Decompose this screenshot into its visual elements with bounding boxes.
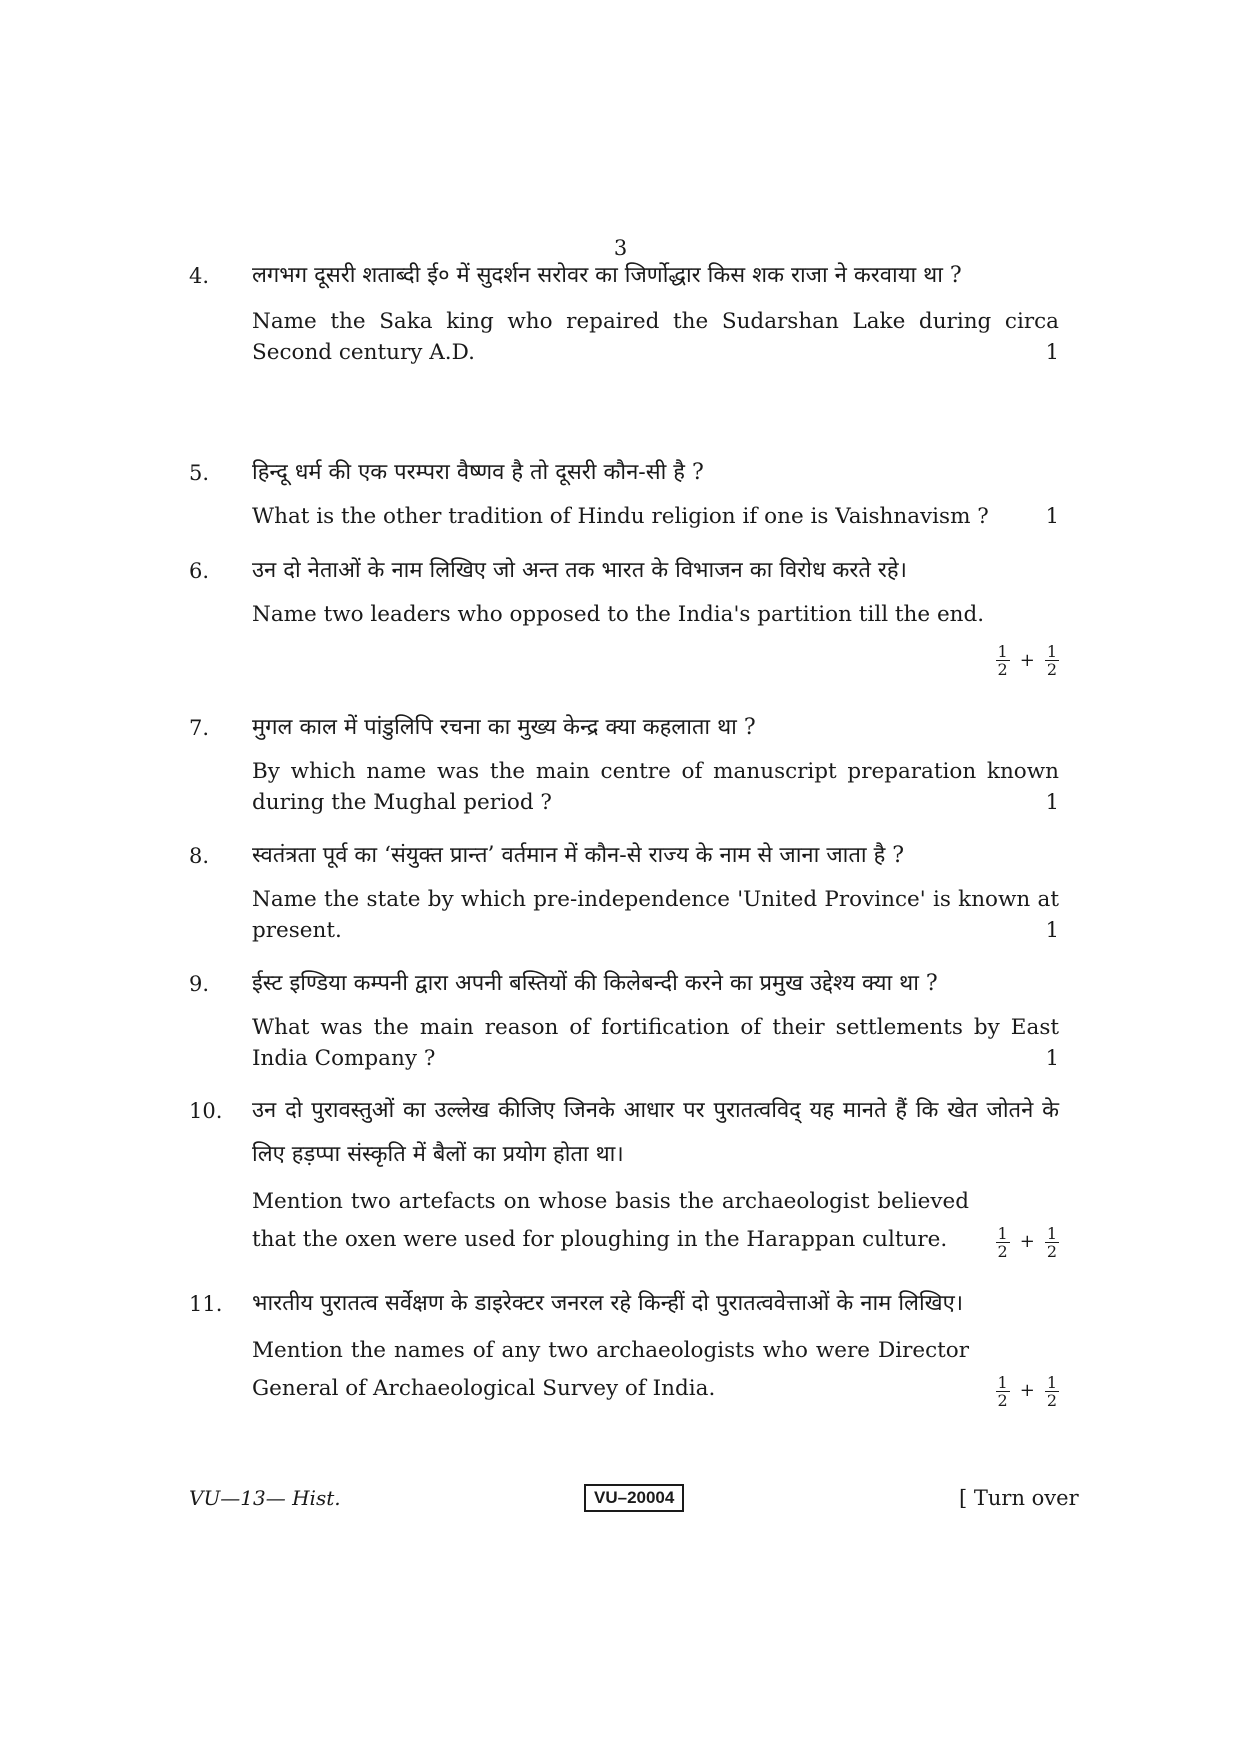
fraction: $\frac{1}{2}$ [1046,642,1057,679]
question-hindi: भारतीय पुरातत्व सर्वेक्षण के डाइरेक्टर जनरल रहे किन्हीं दो पुरातत्ववेत्ताओं के नाम लिखिए। [252,1291,964,1316]
question-number: 5. [189,461,210,485]
question-english: Mention two artefacts on whose basis the archaeologist believed that the oxen were used for ploughing in the Harappan culture. $\frac{1}{2}$ + $\frac{1}{2}$ [252,1189,1057,1261]
marks: $\frac{1}{2}$ + $\frac{1}{2}$ [997,1223,1057,1261]
paper-code-box: VU–20004 [584,1484,684,1512]
marks: 1 [1045,918,1059,942]
fraction: $\frac{1}{2}$ [997,1372,1008,1410]
question-4 [189,254,1059,368]
question-hindi: उन दो नेताओं के नाम लिखिए जो अन्त तक भारत के विभाजन का विरोध करते रहे। [252,558,907,583]
marks: 1 [1045,504,1059,528]
marks: 1 [1045,790,1059,814]
question-9 [189,962,1059,1074]
question-number: 10. [189,1099,223,1123]
question-hindi: स्वतंत्रता पूर्व का ‘संयुक्त प्रान्त’ वर्तमान में कौन-से राज्य के नाम से जाना जाता है ? [252,843,905,868]
question-english: Name two leaders who opposed to the India's partition till the end. [252,602,985,627]
question-11 [189,1282,1059,1408]
question-5 [189,451,1059,532]
question-number: 11. [189,1292,223,1316]
marks: 1 [1045,1046,1059,1070]
question-6 [189,549,1059,678]
fraction: $\frac{1}{2}$ [997,1223,1008,1261]
question-hindi: हिन्दू धर्म की एक परम्परा वैष्णव है तो दूसरी कौन-सी है ? [252,460,704,485]
question-english: Name the Saka king who repaired the Sudarshan Lake during circa Second century A.D. 1 [252,306,1059,368]
fraction: $\frac{1}{2}$ [1046,1223,1057,1261]
question-number: 4. [189,264,210,288]
footer-paper-ref: VU—13— Hist. [189,1486,341,1510]
question-number: 9. [189,972,210,996]
turn-over-note: [ Turn over [959,1486,1079,1510]
question-hindi: ईस्ट इण्डिया कम्पनी द्वारा अपनी बस्तियों की किलेबन्दी करने का प्रमुख उद्देश्य क्या था ? [252,971,938,996]
question-number: 8. [189,844,210,868]
fraction: $\frac{1}{2}$ [1046,1372,1057,1410]
question-8 [189,834,1059,946]
marks: $\frac{1}{2}$ + $\frac{1}{2}$ [997,1372,1057,1410]
question-english: Mention the names of any two archaeologists who were Director General of Archaeological Survey of India. $\frac{1}{2}$ + $\frac{1}{2}$ [252,1338,1057,1410]
question-hindi: लगभग दूसरी शताब्दी ई० में सुदर्शन सरोवर का जिर्णोद्धार किस शक राजा ने करवाया था ? [252,263,962,288]
question-english: By which name was the main centre of manuscript preparation known during the Mughal period ? 1 [252,756,1059,818]
question-10 [189,1089,1059,1259]
question-number: 6. [189,559,210,583]
question-english: What was the main reason of fortification of their settlements by East India Company ? 1 [252,1012,1059,1074]
page-number: 3 [613,236,628,260]
marks: $\frac{1}{2}$ + $\frac{1}{2}$ [997,642,1057,679]
question-english: What is the other tradition of Hindu religion if one is Vaishnavism ? 1 [252,501,1059,532]
question-english: Name the state by which pre-independence 'United Province' is known at present. 1 [252,884,1059,946]
marks: 1 [1045,340,1059,364]
question-hindi: मुगल काल में पांडुलिपि रचना का मुख्य केन्द्र क्या कहलाता था ? [252,715,756,740]
question-number: 7. [189,716,210,740]
question-hindi: उन दो पुरावस्तुओं का उल्लेख कीजिए जिनके आधार पर पुरातत्वविद् यह मानते हैं कि खेत जोतने के लिए हड़प्पा संस्कृति में बैलों का प्रयोग होता था। [252,1098,1059,1167]
question-7 [189,706,1059,818]
fraction: $\frac{1}{2}$ [997,642,1008,679]
